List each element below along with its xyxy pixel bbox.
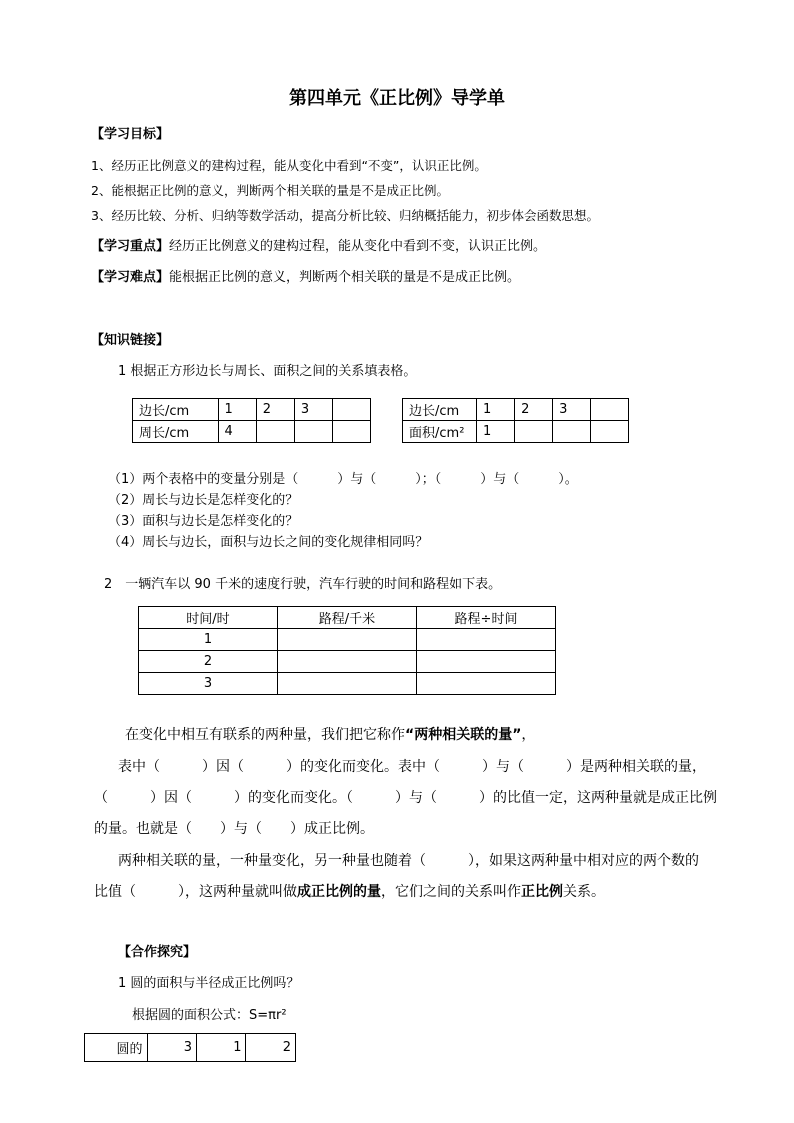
table-cell (417, 629, 556, 651)
table-cell: 2 (256, 399, 294, 421)
table-cell: 3 (553, 399, 591, 421)
explore-label: 【合作探究】 (118, 945, 197, 960)
table-cell: 1 (218, 399, 256, 421)
term-proportional-quantities: 成正比例的量 (297, 884, 381, 900)
table-cell: 4 (218, 421, 256, 443)
table-row (139, 673, 556, 695)
table-row (139, 607, 556, 629)
key-point-text: 经历正比例意义的建构过程，能从变化中看到不变，认识正比例。 (169, 239, 547, 254)
paragraph-text: ， (521, 727, 536, 743)
table-cell: 3 (294, 399, 332, 421)
table-speed (138, 606, 556, 695)
table-cell (417, 673, 556, 695)
difficulty-label: 【学习难点】 (91, 270, 170, 285)
paragraph-6 (94, 884, 605, 901)
table-cell (278, 673, 417, 695)
table-cell: 2 (246, 1034, 296, 1062)
difficulty-text: 能根据正比例的意义，判断两个相关联的量是不是成正比例。 (169, 270, 521, 285)
table-cell: 3 (147, 1034, 196, 1062)
sub-question-4: （4）周长与边长，面积与边长之间的变化规律相同吗？ (108, 535, 429, 550)
table-row (403, 399, 629, 421)
table-cell: 周长/cm (133, 421, 219, 443)
paragraph-text: ，它们之间的关系叫作 (381, 884, 521, 900)
table-header: 路程/千米 (278, 607, 417, 629)
table-row (139, 651, 556, 673)
table-area (402, 398, 629, 443)
table-cell (553, 421, 591, 443)
goals-label: 【学习目标】 (91, 127, 170, 142)
table-cell (515, 421, 553, 443)
table-header: 时间/时 (139, 607, 278, 629)
table-cell (591, 399, 629, 421)
table-cell (256, 421, 294, 443)
table-cell (294, 421, 332, 443)
paragraph-text: 在变化中相互有联系的两种量，我们把它称作 (125, 727, 405, 743)
paragraph-text: 比值（ ），这两种量就叫做 (94, 884, 297, 900)
table-cell: 2 (515, 399, 553, 421)
table-cell: 边长/cm (133, 399, 219, 421)
table-cell: 圆的 (85, 1034, 148, 1062)
table-cell (333, 421, 371, 443)
sub-question-3: （3）面积与边长是怎样变化的？ (108, 514, 299, 529)
table-row (85, 1034, 296, 1062)
table-header: 路程÷时间 (417, 607, 556, 629)
table-cell: 边长/cm (403, 399, 477, 421)
paragraph-4: 的量。也就是（ ）与（ ）成正比例。 (94, 821, 374, 837)
table-cell (333, 399, 371, 421)
term-related-quantities: “两种相关联的量” (405, 727, 522, 743)
table-row (139, 629, 556, 651)
paragraph-1 (125, 727, 535, 744)
table-cell: 1 (197, 1034, 246, 1062)
formula: 根据圆的面积公式：S=πr² (132, 1008, 287, 1023)
table-cell (417, 651, 556, 673)
paragraph-5: 两种相关联的量，一种量变化，另一种量也随着（ ），如果这两种量中相对应的两个数的 (118, 853, 699, 869)
table-cell: 3 (139, 673, 278, 695)
goal-2: 2、能根据正比例的意义，判断两个相关联的量是不是成正比例。 (91, 183, 449, 198)
table-cell: 面积/cm² (403, 421, 477, 443)
table-perimeter (132, 398, 371, 443)
sub-question-2: （2）周长与边长是怎样变化的？ (108, 493, 299, 508)
table-row (133, 399, 371, 421)
table-circle (84, 1033, 296, 1062)
goal-3: 3、经历比较、分析、归纳等数学活动，提高分析比较、归纳概括能力，初步体会函数思想。 (91, 208, 599, 223)
paragraph-3: （ ）因（ ）的变化而变化。（ ）与（ ）的比值一定，这两种量就是成正比例 (94, 790, 717, 806)
question-2: 2 一辆汽车以 90 千米的速度行驶，汽车行驶的时间和路程如下表。 (104, 577, 502, 592)
table-cell (278, 651, 417, 673)
question-1: 1 根据正方形边长与周长、面积之间的关系填表格。 (118, 364, 417, 379)
link-label: 【知识链接】 (91, 333, 170, 348)
table-cell: 2 (139, 651, 278, 673)
table-cell (591, 421, 629, 443)
table-row (403, 421, 629, 443)
table-cell (278, 629, 417, 651)
table-cell: 1 (139, 629, 278, 651)
table-cell: 1 (477, 399, 515, 421)
difficulty (91, 270, 520, 286)
table-cell: 1 (477, 421, 515, 443)
question-3: 1 圆的面积与半径成正比例吗？ (118, 976, 300, 991)
page-title: 第四单元《正比例》导学单 (289, 88, 505, 109)
paragraph-text: 关系。 (563, 884, 605, 900)
paragraph-2: 表中（ ）因（ ）的变化而变化。表中（ ）与（ ）是两种相关联的量， (118, 759, 706, 775)
key-point (91, 239, 546, 255)
table-row (133, 421, 371, 443)
key-point-label: 【学习重点】 (91, 239, 170, 254)
goal-1: 1、经历正比例意义的建构过程，能从变化中看到“不变”，认识正比例。 (91, 158, 487, 173)
term-proportion: 正比例 (521, 884, 563, 900)
sub-question-1: （1）两个表格中的变量分别是（ ）与（ ）；（ ）与（ ）。 (108, 472, 578, 487)
